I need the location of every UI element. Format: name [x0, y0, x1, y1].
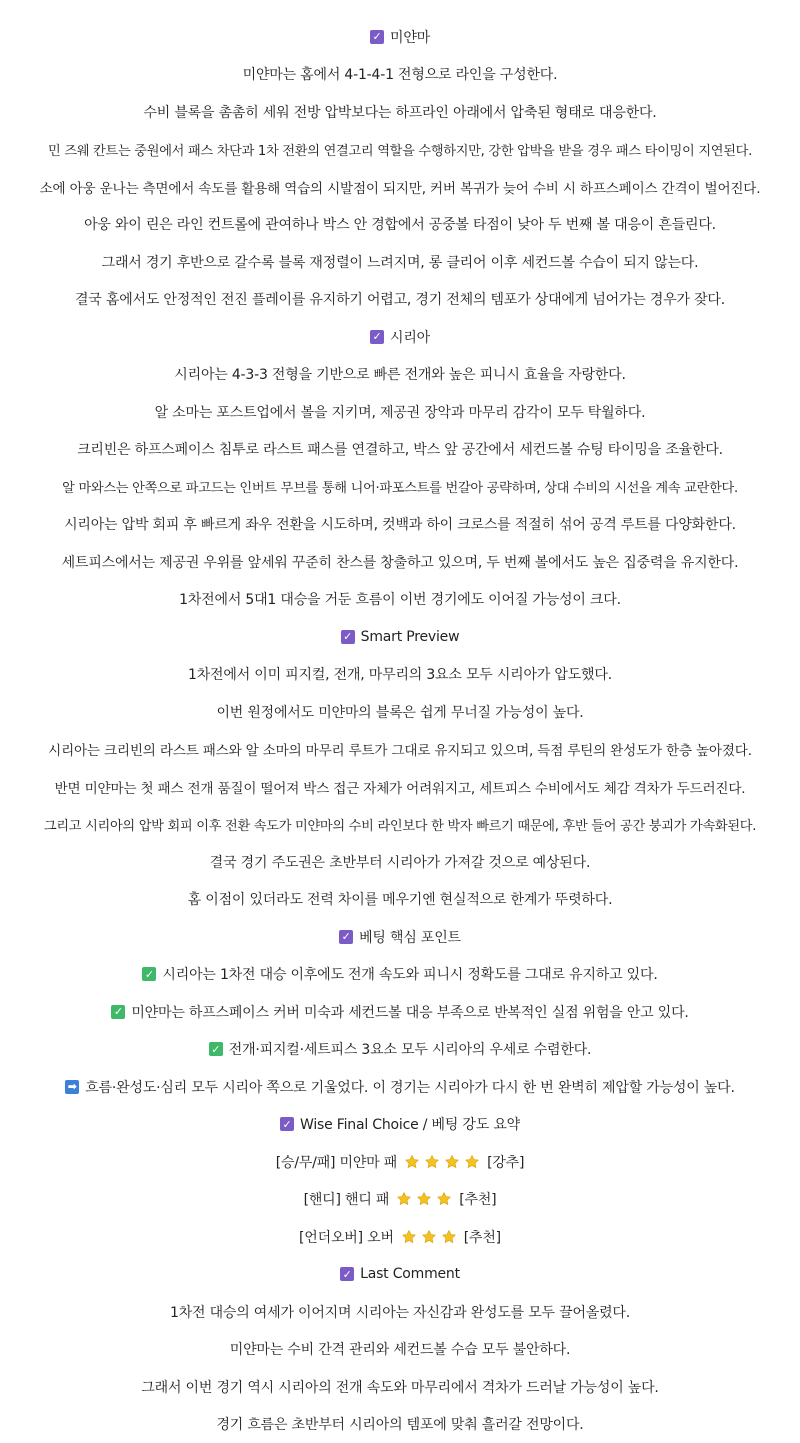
pick-label: [핸디] 핸디 패 — [304, 1189, 390, 1209]
betting-point-text: 전개·피지컬·세트피스 3요소 모두 시리아의 우세로 수렴한다. — [229, 1039, 591, 1059]
star-icon — [444, 1154, 460, 1170]
star-icon — [416, 1191, 432, 1207]
heading-text: 베팅 핵심 포인트 — [359, 927, 461, 947]
paragraph: 결국 홈에서도 안정적인 전진 플레이를 유지하기 어렵고, 경기 전체의 템포가 상대에게 넘어가는 경우가 잦다. — [0, 281, 800, 319]
betting-point — [0, 1031, 800, 1069]
paragraph: 그래서 이번 경기 역시 시리아의 전개 속도와 마무리에서 격차가 드러날 가능성이 높다. — [0, 1368, 800, 1406]
star-icon — [421, 1229, 437, 1245]
section-heading-miyanma — [0, 18, 800, 56]
pick-row — [0, 1218, 800, 1256]
check-mark-icon: ✓ — [142, 967, 156, 981]
heading-text: Last Comment — [360, 1266, 460, 1282]
pick-row — [0, 1143, 800, 1181]
star-rating — [399, 1229, 459, 1245]
check-mark-icon: ✓ — [209, 1042, 223, 1056]
betting-point — [0, 993, 800, 1031]
star-icon — [424, 1154, 440, 1170]
star-icon — [404, 1154, 420, 1170]
heading-text: 시리아 — [390, 327, 430, 347]
heading-text: Wise Final Choice / 베팅 강도 요약 — [300, 1114, 520, 1134]
paragraph: 미얀마는 홈에서 4-1-4-1 전형으로 라인을 구성한다. — [0, 56, 800, 94]
betting-point — [0, 956, 800, 994]
heading-text: 미얀마 — [390, 27, 430, 47]
paragraph: 미얀마는 수비 간격 관리와 세컨드볼 수습 모두 불안하다. — [0, 1331, 800, 1369]
paragraph: 홈 이점이 있더라도 전력 차이를 메우기엔 현실적으로 한계가 뚜렷하다. — [0, 881, 800, 919]
paragraph: 아웅 와이 린은 라인 컨트롤에 관여하나 박스 안 경합에서 공중볼 타점이 낮아 두 번째 볼 대응이 흔들린다. — [0, 206, 800, 244]
paragraph: 1차전에서 이미 피지컬, 전개, 마무리의 3요소 모두 시리아가 압도했다. — [0, 656, 800, 694]
section-heading-smart-preview — [0, 618, 800, 656]
betting-point-text: 시리아는 1차전 대승 이후에도 전개 속도와 피니시 정확도를 그대로 유지하고 있다. — [162, 964, 657, 984]
star-icon — [441, 1229, 457, 1245]
checkbox-checked-icon: ✓ — [339, 930, 353, 944]
section-heading-last-comment — [0, 1256, 800, 1294]
paragraph: 시리아는 압박 회피 후 빠르게 좌우 전환을 시도하며, 컷백과 하이 크로스를 적절히 섞어 공격 루트를 다양화한다. — [0, 506, 800, 544]
paragraph: 반면 미얀마는 첫 패스 전개 품질이 떨어져 박스 접근 자체가 어려워지고, 세트피스 수비에서도 체감 격차가 두드러진다. — [0, 768, 800, 806]
check-mark-icon: ✓ — [111, 1005, 125, 1019]
section-heading-final-choice — [0, 1106, 800, 1144]
star-icon — [436, 1191, 452, 1207]
checkbox-checked-icon: ✓ — [370, 30, 384, 44]
checkbox-checked-icon: ✓ — [341, 630, 355, 644]
betting-conclusion-text: 흐름·완성도·심리 모두 시리아 쪽으로 기울었다. 이 경기는 시리아가 다시 한 번 완벽히 제압할 가능성이 높다. — [85, 1077, 734, 1097]
betting-point-text: 미얀마는 하프스페이스 커버 미숙과 세컨드볼 대응 부족으로 반복적인 실점 위험을 안고 있다. — [131, 1002, 688, 1022]
pick-tag: [추천] — [459, 1189, 496, 1209]
heading-text: Smart Preview — [361, 629, 460, 645]
paragraph: 수비 블록을 촘촘히 세워 전방 압박보다는 하프라인 아래에서 압축된 형태로 대응한다. — [0, 93, 800, 131]
paragraph: 이번 원정에서도 미얀마의 블록은 쉽게 무너질 가능성이 높다. — [0, 693, 800, 731]
paragraph: 시리아는 4-3-3 전형을 기반으로 빠른 전개와 높은 피니시 효율을 자랑한다. — [0, 356, 800, 394]
paragraph: 그래서 경기 후반으로 갈수록 블록 재정렬이 느려지며, 롱 클리어 이후 세컨드볼 수습이 되지 않는다. — [0, 243, 800, 281]
star-icon — [401, 1229, 417, 1245]
paragraph: 1차전에서 5대1 대승을 거둔 흐름이 이번 경기에도 이어질 가능성이 크다. — [0, 581, 800, 619]
right-arrow-icon: ➡ — [65, 1080, 79, 1094]
checkbox-checked-icon: ✓ — [280, 1117, 294, 1131]
section-heading-syria — [0, 318, 800, 356]
star-icon — [396, 1191, 412, 1207]
paragraph: 크리빈은 하프스페이스 침투로 라스트 패스를 연결하고, 박스 앞 공간에서 세컨드볼 슈팅 타이밍을 조율한다. — [0, 431, 800, 469]
star-rating — [402, 1154, 482, 1170]
paragraph: 소에 아웅 운나는 측면에서 속도를 활용해 역습의 시발점이 되지만, 커버 복귀가 늦어 수비 시 하프스페이스 간격이 벌어진다. — [0, 168, 800, 206]
star-icon — [464, 1154, 480, 1170]
pick-tag: [강추] — [487, 1152, 524, 1172]
paragraph: 민 즈웨 칸트는 중원에서 패스 차단과 1차 전환의 연결고리 역할을 수행하지만, 강한 압박을 받을 경우 패스 타이밍이 지연된다. — [0, 131, 800, 169]
paragraph: 세트피스에서는 제공권 우위를 앞세워 꾸준히 찬스를 창출하고 있으며, 두 번째 볼에서도 높은 집중력을 유지한다. — [0, 543, 800, 581]
star-rating — [394, 1191, 454, 1207]
pick-row — [0, 1181, 800, 1219]
pick-label: [승/무/패] 미얀마 패 — [276, 1152, 397, 1172]
paragraph: 알 소마는 포스트업에서 볼을 지키며, 제공권 장악과 마무리 감각이 모두 탁월하다. — [0, 393, 800, 431]
paragraph: 그리고 시리아의 압박 회피 이후 전환 속도가 미얀마의 수비 라인보다 한 박자 빠르기 때문에, 후반 들어 공간 붕괴가 가속화된다. — [0, 806, 800, 844]
checkbox-checked-icon: ✓ — [370, 330, 384, 344]
paragraph: 1차전 대승의 여세가 이어지며 시리아는 자신감과 완성도를 모두 끌어올렸다. — [0, 1293, 800, 1331]
pick-label: [언더오버] 오버 — [299, 1227, 394, 1247]
betting-conclusion — [0, 1068, 800, 1106]
paragraph: 결국 경기 주도권은 초반부터 시리아가 가져갈 것으로 예상된다. — [0, 843, 800, 881]
pick-tag: [추천] — [464, 1227, 501, 1247]
paragraph: 경기 흐름은 초반부터 시리아의 템포에 맞춰 흘러갈 전망이다. — [0, 1406, 800, 1443]
checkbox-checked-icon: ✓ — [340, 1267, 354, 1281]
section-heading-betting-points — [0, 918, 800, 956]
paragraph: 시리아는 크리빈의 라스트 패스와 알 소마의 마무리 루트가 그대로 유지되고 있으며, 득점 루틴의 완성도가 한층 높아졌다. — [0, 731, 800, 769]
paragraph: 알 마와스는 안쪽으로 파고드는 인버트 무브를 통해 니어·파포스트를 번갈아 공략하며, 상대 수비의 시선을 계속 교란한다. — [0, 468, 800, 506]
